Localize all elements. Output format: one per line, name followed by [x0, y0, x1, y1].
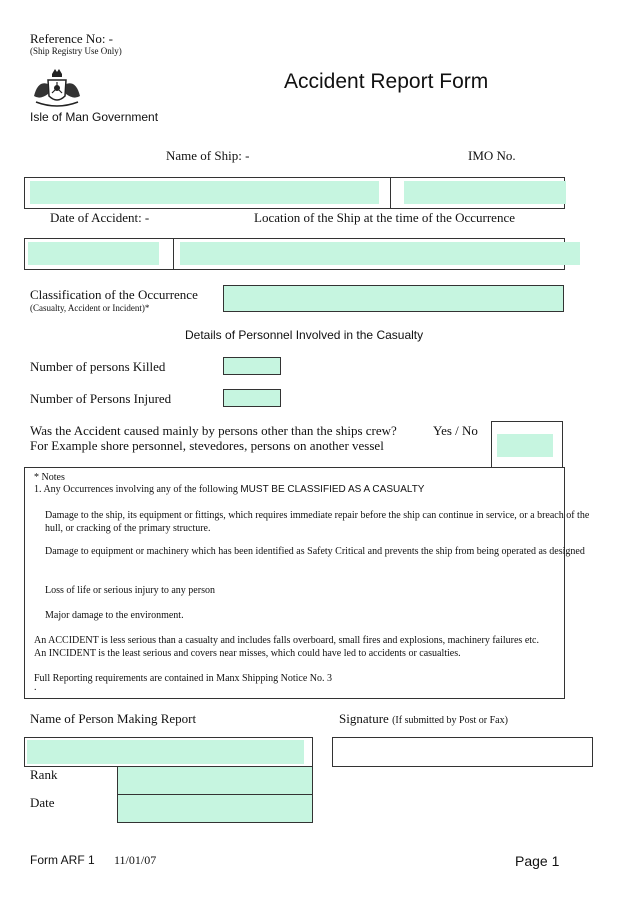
notes-item1: [34, 483, 424, 496]
classification-sublabel: (Casualty, Accident or Incident)*: [30, 303, 150, 313]
notes-para4: Major damage to the environment.: [45, 610, 184, 621]
notes-accident-definition: An ACCIDENT is less serious than a casualty and includes falls overboard, small fires and explosions, machinery failures etc.: [34, 635, 539, 646]
page-number: Page 1: [515, 853, 560, 869]
rank-input[interactable]: [117, 766, 313, 795]
persons-killed-input[interactable]: [223, 357, 281, 375]
signature-input[interactable]: [332, 737, 593, 767]
form-title: Accident Report Form: [284, 70, 489, 93]
notes-item1-prefix: 1. Any Occurrences involving any of the following: [34, 484, 241, 495]
location-input[interactable]: [180, 242, 580, 265]
persons-injured-label: Number of Persons Injured: [30, 391, 172, 406]
signature-label: Signature: [339, 711, 389, 726]
ship-name-input[interactable]: [30, 181, 379, 204]
classification-label: Classification of the Occurrence: [30, 287, 198, 302]
notes-box: [24, 467, 590, 699]
classification-input[interactable]: [223, 285, 564, 312]
reference-note: (Ship Registry Use Only): [30, 46, 122, 56]
yes-no-label: Yes / No: [433, 423, 478, 438]
report-date-input[interactable]: [117, 794, 313, 823]
divider: [390, 178, 391, 208]
signature-note: (If submitted by Post or Fax): [392, 715, 508, 726]
form-date: 11/01/07: [114, 853, 157, 867]
form-id: Form ARF 1: [30, 853, 95, 867]
notes-incident-definition: An INCIDENT is the least serious and covers near misses, which could have led to accidents or casualties.: [34, 648, 461, 659]
yes-no-input[interactable]: [497, 434, 553, 457]
signature-label-group: [339, 711, 508, 727]
date-label: Date: [30, 795, 55, 810]
notes-title: * Notes: [34, 472, 65, 483]
imo-number-input[interactable]: [404, 181, 566, 204]
location-label: Location of the Ship at the time of the Occurrence: [254, 210, 515, 225]
notes-item1-emphasis: MUST BE CLASSIFIED AS A CASUALTY: [240, 484, 425, 495]
personnel-section-title: Details of Personnel Involved in the Casualty: [185, 328, 424, 342]
notes-para3: Loss of life or serious injury to any person: [45, 585, 215, 596]
notes-reporting: Full Reporting requirements are contained in Manx Shipping Notice No. 3: [34, 673, 332, 684]
isle-of-man-crest-icon: [30, 66, 84, 108]
notes-end-mark: .: [34, 682, 37, 693]
rank-label: Rank: [30, 767, 58, 782]
other-persons-example: For Example shore personnel, stevedores, persons on another vessel: [30, 438, 384, 453]
persons-injured-input[interactable]: [223, 389, 281, 407]
notes-para2: Damage to equipment or machinery which has been identified as Safety Critical and prevents the ship from being operated as designed: [45, 546, 585, 557]
imo-label: IMO No.: [468, 148, 516, 163]
divider: [173, 239, 174, 269]
notes-para1: Damage to the ship, its equipment or fittings, which requires immediate repair before the ship can continue in service, or a breach of the hull, or cracking of the primary structure.: [45, 510, 590, 534]
government-name: Isle of Man Government: [30, 110, 159, 124]
reference-label: Reference No: -: [30, 31, 114, 46]
ship-name-label: Name of Ship: -: [166, 148, 250, 163]
other-persons-question: Was the Accident caused mainly by persons other than the ships crew?: [30, 423, 397, 438]
date-of-accident-input[interactable]: [28, 242, 159, 265]
date-of-accident-label: Date of Accident: -: [50, 210, 150, 225]
reporter-name-label: Name of Person Making Report: [30, 711, 197, 726]
reporter-name-input[interactable]: [27, 740, 304, 764]
persons-killed-label: Number of persons Killed: [30, 359, 166, 374]
